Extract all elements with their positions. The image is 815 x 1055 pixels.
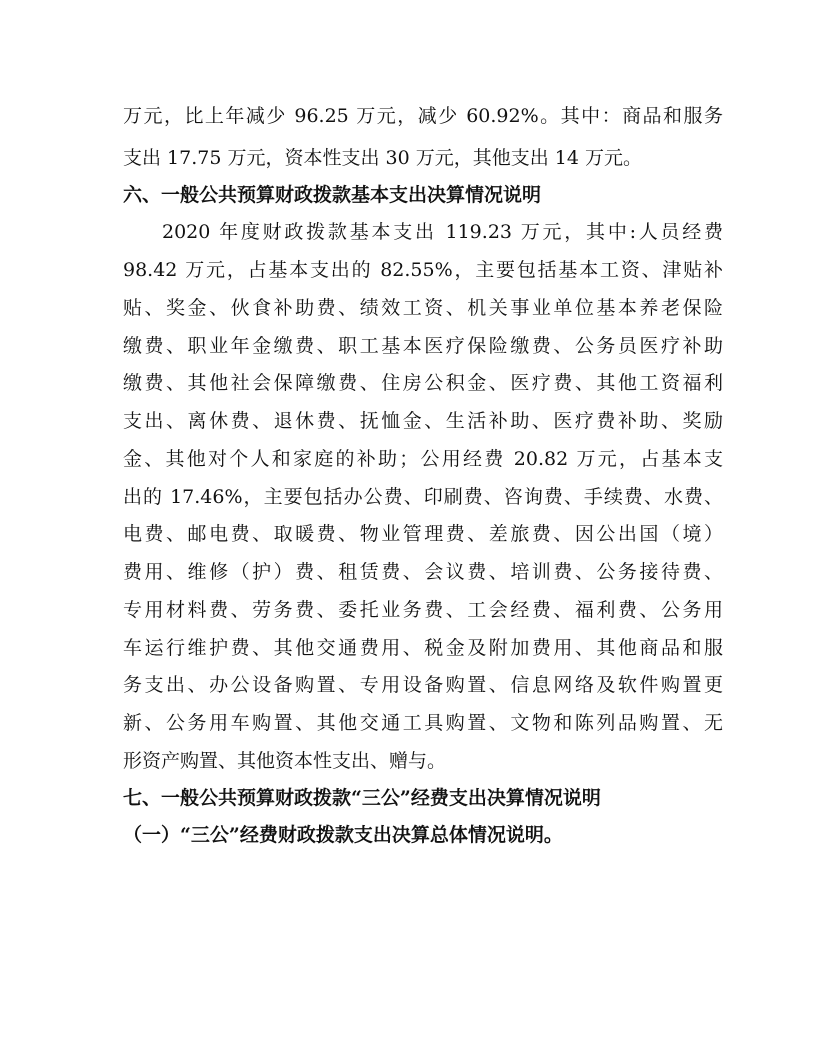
paragraph-line: 务支出、办公设备购置、专用设备购置、信息网络及软件购置更	[123, 674, 723, 696]
paragraph-line: 支出 17.75 万元，资本性支出 30 万元，其他支出 14 万元。	[123, 147, 642, 169]
subsection-heading: （一）“三公”经费财政拨款支出决算总体情况说明。	[123, 824, 563, 846]
paragraph-line: 万元，比上年减少 96.25 万元，减少 60.92%。其中：商品和服务	[123, 105, 723, 127]
paragraph-line: 缴费、其他社会保障缴费、住房公积金、医疗费、其他工资福利	[123, 372, 723, 394]
paragraph-line: 2020 年度财政拨款基本支出 119.23 万元，其中:人员经费	[162, 221, 723, 243]
paragraph-line: 形资产购置、其他资本性支出、赠与。	[123, 750, 447, 772]
paragraph-line: 贴、奖金、伙食补助费、绩效工资、机关事业单位基本养老保险	[123, 297, 723, 319]
paragraph-line: 缴费、职业年金缴费、职工基本医疗保险缴费、公务员医疗补助	[123, 335, 723, 357]
section-heading: 六、一般公共预算财政拨款基本支出决算情况说明	[123, 184, 542, 206]
paragraph-line: 98.42 万元，占基本支出的 82.55%，主要包括基本工资、津贴补	[123, 259, 723, 281]
paragraph-line: 车运行维护费、其他交通费用、税金及附加费用、其他商品和服	[123, 637, 723, 659]
paragraph-line: 新、公务用车购置、其他交通工具购置、文物和陈列品购置、无	[123, 712, 723, 734]
paragraph-line: 专用材料费、劳务费、委托业务费、工会经费、福利费、公务用	[123, 599, 723, 621]
paragraph-line: 费用、维修（护）费、租赁费、会议费、培训费、公务接待费、	[123, 561, 723, 583]
paragraph-line: 出的 17.46%，主要包括办公费、印刷费、咨询费、手续费、水费、	[123, 486, 723, 508]
section-heading: 七、一般公共预算财政拨款“三公”经费支出决算情况说明	[123, 787, 601, 809]
paragraph-line: 电费、邮电费、取暖费、物业管理费、差旅费、因公出国（境）	[123, 523, 723, 545]
paragraph-line: 支出、离休费、退休费、抚恤金、生活补助、医疗费补助、奖励	[123, 410, 723, 432]
paragraph-line: 金、其他对个人和家庭的补助；公用经费 20.82 万元，占基本支	[123, 448, 723, 470]
